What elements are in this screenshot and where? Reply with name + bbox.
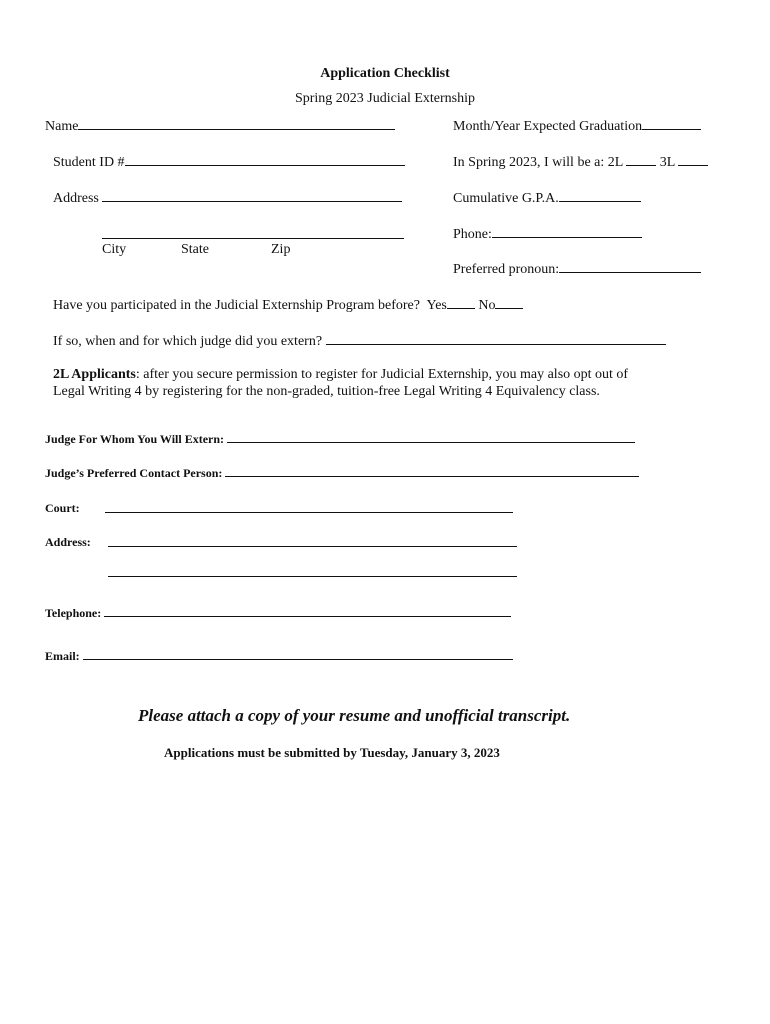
name-label: Name (45, 119, 79, 134)
attach-instruction: Please attach a copy of your resume and unofficial transcript. (138, 706, 571, 725)
class-year-field (453, 153, 708, 171)
judge-input-line[interactable] (227, 432, 635, 443)
graduation-field (453, 117, 701, 135)
telephone-field (45, 606, 511, 621)
page-title: Application Checklist (320, 66, 450, 81)
student-id-label: Student ID # (53, 155, 125, 170)
when-label: If so, when and for which judge did you extern? (53, 334, 323, 349)
graduation-input-line[interactable] (642, 117, 701, 130)
judge-address-input-line-1[interactable] (108, 535, 517, 547)
contact-input-line[interactable] (225, 466, 639, 477)
two-l-input-line[interactable] (626, 153, 656, 166)
student-id-field (53, 153, 405, 171)
gpa-field (453, 189, 641, 207)
note-line-1 (53, 367, 628, 383)
address-label: Address (53, 191, 99, 206)
gpa-label: Cumulative G.P.A. (453, 191, 559, 206)
no-input-line[interactable] (495, 296, 523, 309)
note-bold-label: 2L Applicants (53, 367, 136, 382)
telephone-label: Telephone: (45, 606, 102, 620)
phone-field (453, 225, 642, 243)
judge-label: Judge For Whom You Will Extern: (45, 432, 225, 446)
name-field (45, 117, 395, 135)
contact-field (45, 466, 639, 481)
note-text-1: : after you secure permission to register for Judicial Externship, you may also opt out of (135, 367, 629, 382)
judge-address-input-line-2[interactable] (108, 565, 517, 577)
participated-question (53, 296, 523, 314)
yes-input-line[interactable] (447, 296, 475, 309)
contact-label: Judge’s Preferred Contact Person: (45, 466, 223, 480)
yes-label: Yes (426, 298, 447, 313)
state-label: State (181, 242, 209, 257)
pronoun-field (453, 260, 701, 278)
court-label: Court: (45, 501, 80, 515)
gpa-input-line[interactable] (559, 189, 641, 202)
address-field (53, 189, 402, 207)
email-field (45, 649, 513, 664)
telephone-input-line[interactable] (104, 606, 511, 617)
page-subtitle: Spring 2023 Judicial Externship (294, 91, 476, 106)
when-input-line[interactable] (326, 332, 666, 345)
judge-address-label: Address: (45, 535, 91, 549)
email-input-line[interactable] (83, 649, 513, 660)
three-l-label: 3L (659, 155, 675, 170)
pronoun-input-line[interactable] (559, 260, 701, 273)
name-input-line[interactable] (78, 117, 395, 130)
phone-label: Phone: (453, 227, 492, 242)
when-question (53, 332, 666, 350)
deadline-notice: Applications must be submitted by Tuesday, January 3, 2023 (164, 745, 500, 760)
phone-input-line[interactable] (492, 225, 642, 238)
no-label: No (478, 298, 496, 313)
participated-label: Have you participated in the Judicial Externship Program before? (53, 298, 420, 313)
three-l-input-line[interactable] (678, 153, 708, 166)
email-label: Email: (45, 649, 80, 663)
note-text-2: Legal Writing 4 by registering for the non-graded, tuition-free Legal Writing 4 Equivalency class. (53, 384, 600, 399)
pronoun-label: Preferred pronoun: (453, 262, 560, 277)
address-input-line[interactable] (102, 189, 402, 202)
city-state-zip-input-line[interactable] (102, 226, 404, 239)
court-input-line[interactable] (105, 501, 513, 513)
class-year-label: In Spring 2023, I will be a: 2L (453, 155, 623, 170)
city-label: City (102, 242, 127, 257)
student-id-input-line[interactable] (125, 153, 405, 166)
zip-label: Zip (271, 242, 291, 257)
graduation-label: Month/Year Expected Graduation (453, 119, 643, 134)
judge-field (45, 432, 635, 447)
